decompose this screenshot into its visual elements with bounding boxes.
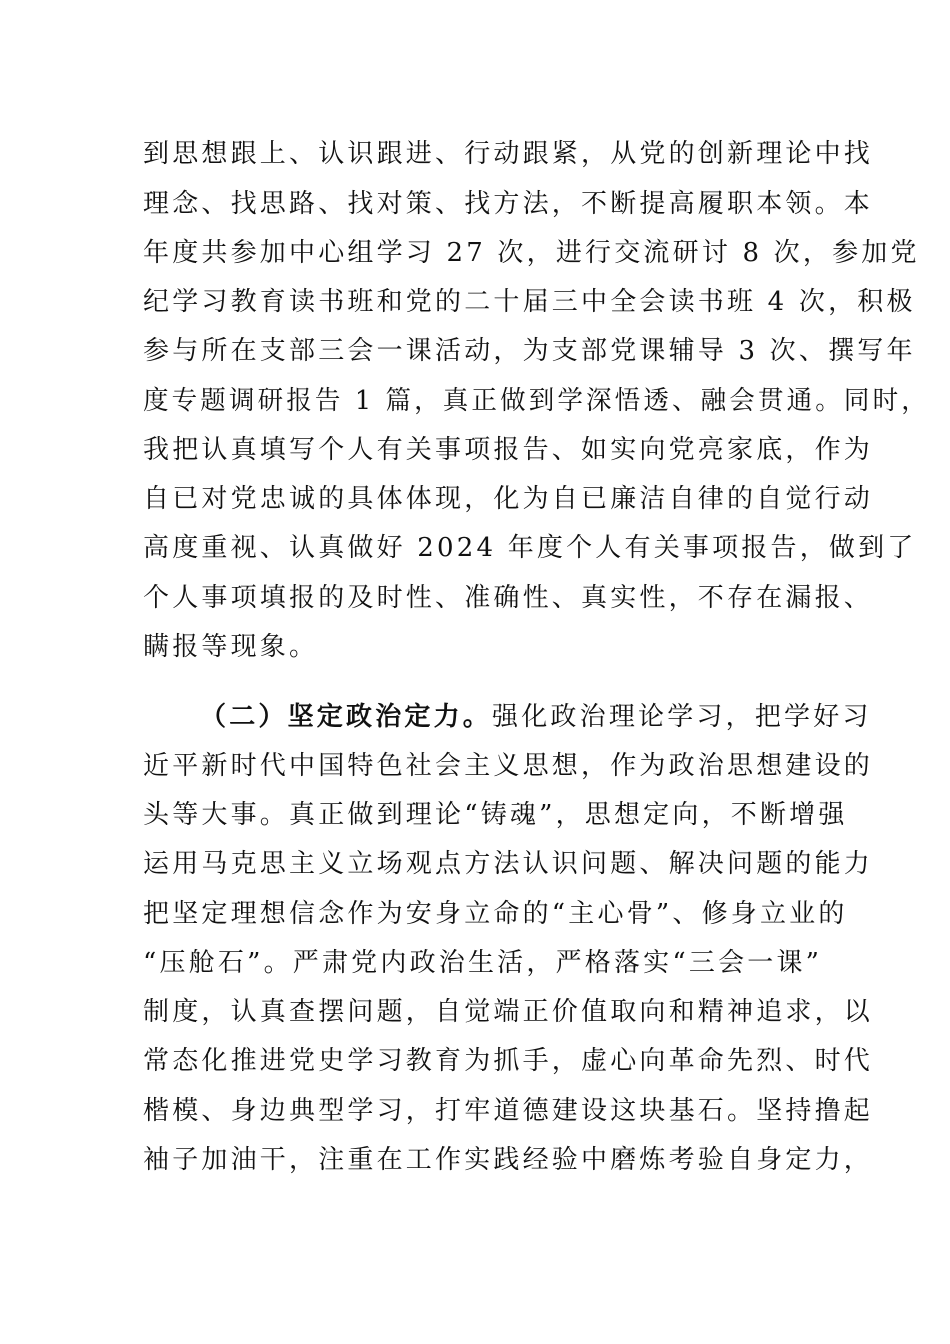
text-line: 纪学习教育读书班和党的二十届三中全会读书班 4 次，积极: [143, 287, 916, 317]
text-line: 运用马克思主义立场观点方法认识问题、解决问题的能力: [143, 849, 874, 879]
text-line: 制度，认真查摆问题，自觉端正价值取向和精神追求，以: [143, 997, 874, 1027]
text-line: 参与所在支部三会一课活动，为支部党课辅导 3 次、撰写年: [143, 336, 916, 366]
text-line: 到思想跟上、认识跟进、行动跟紧，从党的创新理论中找: [143, 139, 874, 169]
text-line: 年度共参加中心组学习 27 次，进行交流研讨 8 次，参加党: [143, 238, 920, 268]
text-line: 瞒报等现象。: [143, 632, 319, 662]
text-line: 个人事项填报的及时性、准确性、真实性，不存在漏报、: [143, 583, 874, 613]
section-heading: （二）坚定政治定力。: [200, 702, 493, 732]
text-line: 我把认真填写个人有关事项报告、如实向党亮家底，作为: [143, 435, 874, 465]
text-line: 近平新时代中国特色社会主义思想，作为政治思想建设的: [143, 751, 874, 781]
text-line: 头等大事。真正做到理论“铸魂”，思想定向，不断增强: [143, 800, 848, 830]
text-line: 袖子加油干，注重在工作实践经验中磨炼考验自身定力，: [143, 1145, 874, 1175]
text-span: 强化政治理论学习，把学好习: [492, 702, 872, 732]
text-line: 自已对党忠诚的具体体现，化为自已廉洁自律的自觉行动: [143, 484, 874, 514]
text-line: 把坚定理想信念作为安身立命的“主心骨”、修身立业的: [143, 899, 848, 929]
paragraph-first-line: [200, 699, 872, 735]
text-line: 度专题调研报告 1 篇，真正做到学深悟透、融会贯通。同时，: [143, 386, 930, 416]
text-line: 高度重视、认真做好 2024 年度个人有关事项报告，做到了: [143, 533, 917, 563]
text-line: 常态化推进党史学习教育为抓手，虚心向革命先烈、时代: [143, 1046, 874, 1076]
text-line: “压舱石”。严肃党内政治生活，严格落实“三会一课”: [143, 948, 823, 978]
text-line: 理念、找思路、找对策、找方法，不断提高履职本领。本: [143, 189, 874, 219]
text-line: 楷模、身边典型学习，打牢道德建设这块基石。坚持撸起: [143, 1096, 874, 1126]
